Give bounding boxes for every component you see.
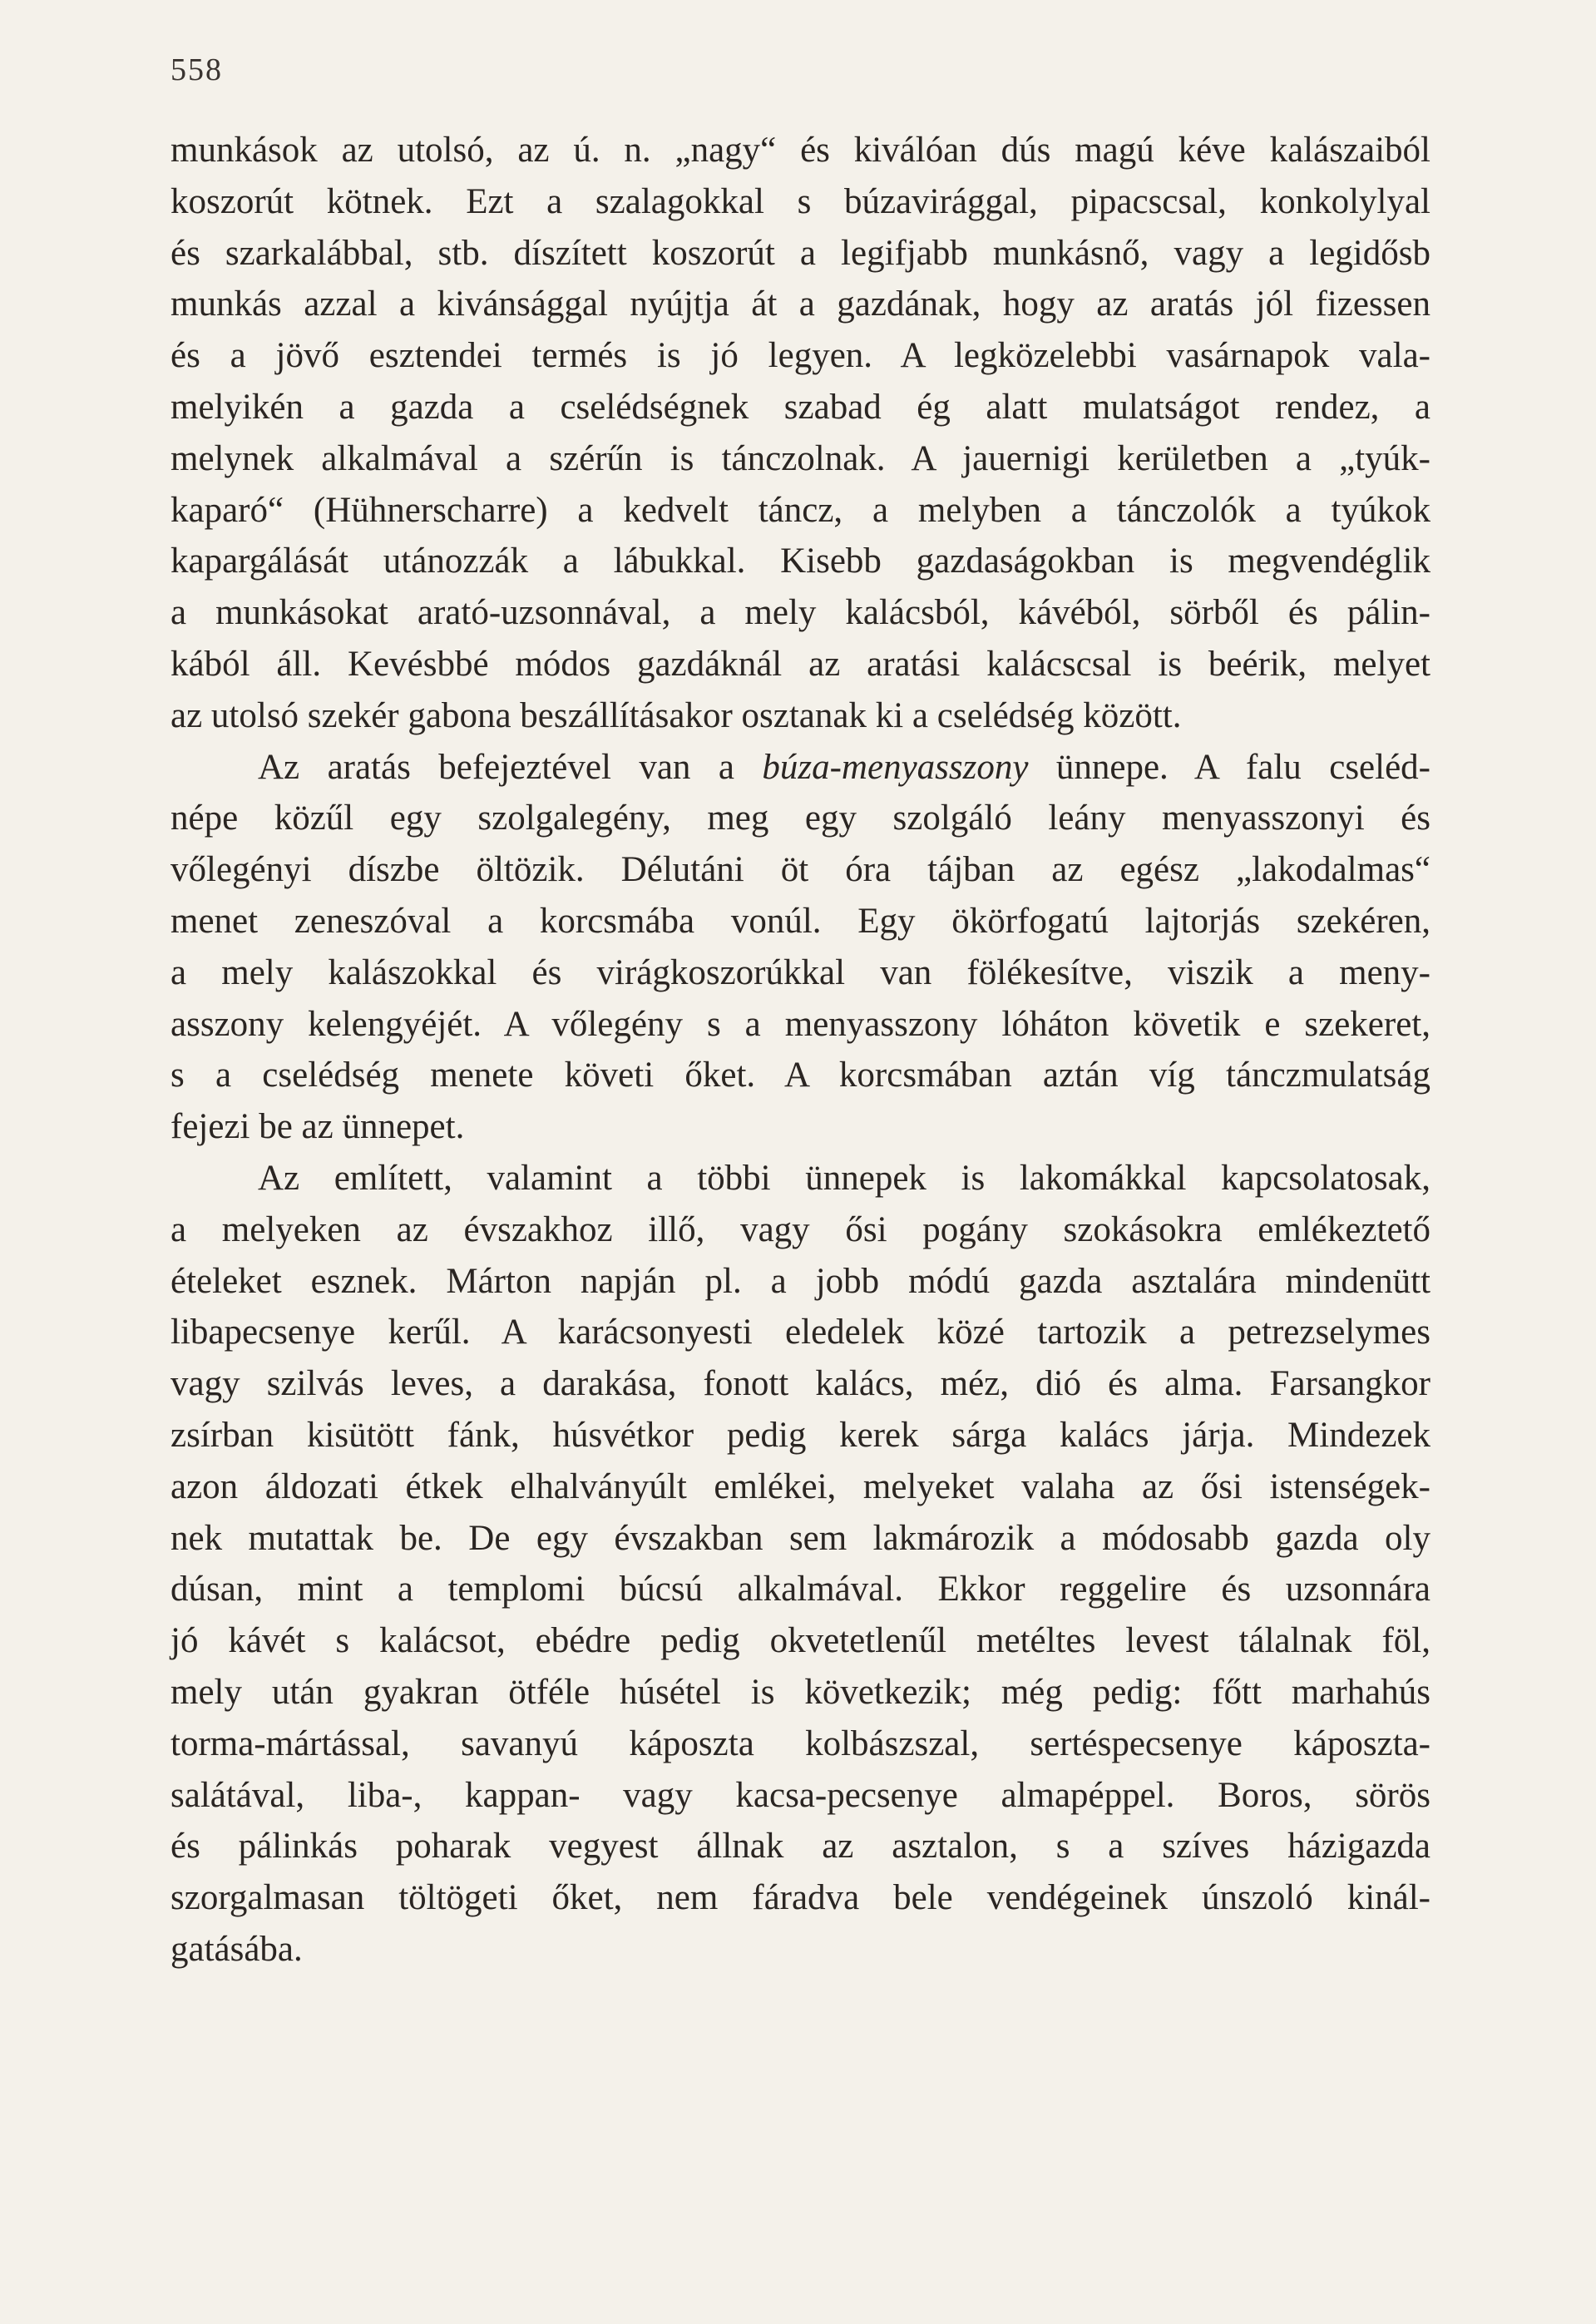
- text-segment: ünnepe. A falu cseléd-: [1028, 747, 1430, 787]
- text-line: és pálinkás poharak vegyest állnak az asztalon, s a szíves házigazda: [170, 1827, 1430, 1867]
- text-line: kaparó“ (Hühnerscharre) a kedvelt táncz, a melyben a tánczolók a tyúkok: [170, 490, 1430, 530]
- text-line: melynek alkalmával a szérűn is tánczolnak. A jauernigi kerületben a „tyúk-: [170, 438, 1430, 478]
- text-line: vagy szilvás leves, a darakása, fonott kalács, méz, dió és alma. Farsangkor: [170, 1364, 1430, 1404]
- text-line: a munkásokat arató-uzsonnával, a mely kalácsból, kávéból, sörből és pálin-: [170, 593, 1430, 633]
- emphasized-term: búza-menyasszony: [762, 747, 1029, 787]
- body-text: [170, 125, 1430, 1975]
- text-line: munkások az utolsó, az ú. n. „nagy“ és kiválóan dús magú kéve kalászaiból: [170, 131, 1430, 170]
- text-line: s a cselédség menete követi őket. A korcsmában aztán víg tánczmulatság: [170, 1056, 1430, 1095]
- text-line: a mely kalászokkal és virágkoszorúkkal van fölékesítve, viszik a meny-: [170, 952, 1430, 992]
- text-line: menet zeneszóval a korcsmába vonúl. Egy ökörfogatú lajtorjás szekéren,: [170, 901, 1430, 941]
- text-line: és a jövő esztendei termés is jó legyen. A legközelebbi vasárnapok vala-: [170, 336, 1430, 376]
- text-line: melyikén a gazda a cselédségnek szabad ég alatt mulatságot rendez, a: [170, 387, 1430, 427]
- text-line: szorgalmasan töltögeti őket, nem fáradva bele vendégeinek únszoló kinál-: [170, 1878, 1430, 1918]
- text-segment: Az aratás befejeztével van a: [258, 747, 763, 787]
- text-line: népe közűl egy szolgalegény, meg egy szolgáló leány menyasszonyi és: [170, 799, 1430, 838]
- page-number: 558: [170, 52, 223, 87]
- text-line: libapecsenye kerűl. A karácsonyesti eledelek közé tartozik a petrezselymes: [170, 1313, 1430, 1352]
- text-line: zsírban kisütött fánk, húsvétkor pedig kerek sárga kalács járja. Mindezek: [170, 1415, 1430, 1455]
- text-line: vőlegényi díszbe öltözik. Délutáni öt óra tájban az egész „lakodalmas“: [170, 850, 1430, 890]
- text-line: [170, 742, 1430, 794]
- text-line: munkás azzal a kivánsággal nyújtja át a gazdának, hogy az aratás jól fizessen: [170, 284, 1430, 324]
- text-line: koszorút kötnek. Ezt a szalagokkal s búzavirággal, pipacscsal, konkolylyal: [170, 181, 1430, 221]
- text-line: fejezi be az ünnepet.: [170, 1107, 465, 1147]
- text-line: és szarkalábbal, stb. díszített koszorút a legifjabb munkásnő, vagy a legidősb: [170, 233, 1430, 273]
- text-line: torma-mártással, savanyú káposzta kolbászszal, sertéspecsenye káposzta-: [170, 1723, 1430, 1763]
- text-line: ételeket esznek. Márton napján pl. a jobb módú gazda asztalára mindenütt: [170, 1261, 1430, 1301]
- text-line: mely után gyakran ötféle húsétel is következik; még pedig: főtt marhahús: [170, 1672, 1430, 1712]
- text-line: gatásába.: [170, 1929, 303, 1969]
- text-line: asszony kelengyéjét. A vőlegény s a menyasszony lóháton követik e szekeret,: [170, 1004, 1430, 1044]
- text-line: kapargálását utánozzák a lábukkal. Kisebb gazdaságokban is megvendéglik: [170, 541, 1430, 581]
- text-line: azon áldozati étkek elhalványúlt emlékei, melyeket valaha az ősi istenségek-: [170, 1466, 1430, 1506]
- text-line: jó kávét s kalácsot, ebédre pedig okvetetlenűl metéltes levest tálalnak föl,: [170, 1621, 1430, 1661]
- text-line: dúsan, mint a templomi búcsú alkalmával. Ekkor reggelire és uzsonnára: [170, 1570, 1430, 1609]
- text-line: a melyeken az évszakhoz illő, vagy ősi pogány szokásokra emlékeztető: [170, 1209, 1430, 1249]
- text-line: kából áll. Kevésbbé módos gazdáknál az aratási kalácscsal is beérik, melyet: [170, 644, 1430, 684]
- text-line: nek mutattak be. De egy évszakban sem lakmározik a módosabb gazda oly: [170, 1518, 1430, 1558]
- text-line: Az említett, valamint a többi ünnepek is lakomákkal kapcsolatosak,: [258, 1158, 1430, 1198]
- text-line: salátával, liba-, kappan- vagy kacsa-pecsenye almapéppel. Boros, sörös: [170, 1775, 1430, 1815]
- text-line: az utolsó szekér gabona beszállításakor osztanak ki a cselédség között.: [170, 695, 1182, 735]
